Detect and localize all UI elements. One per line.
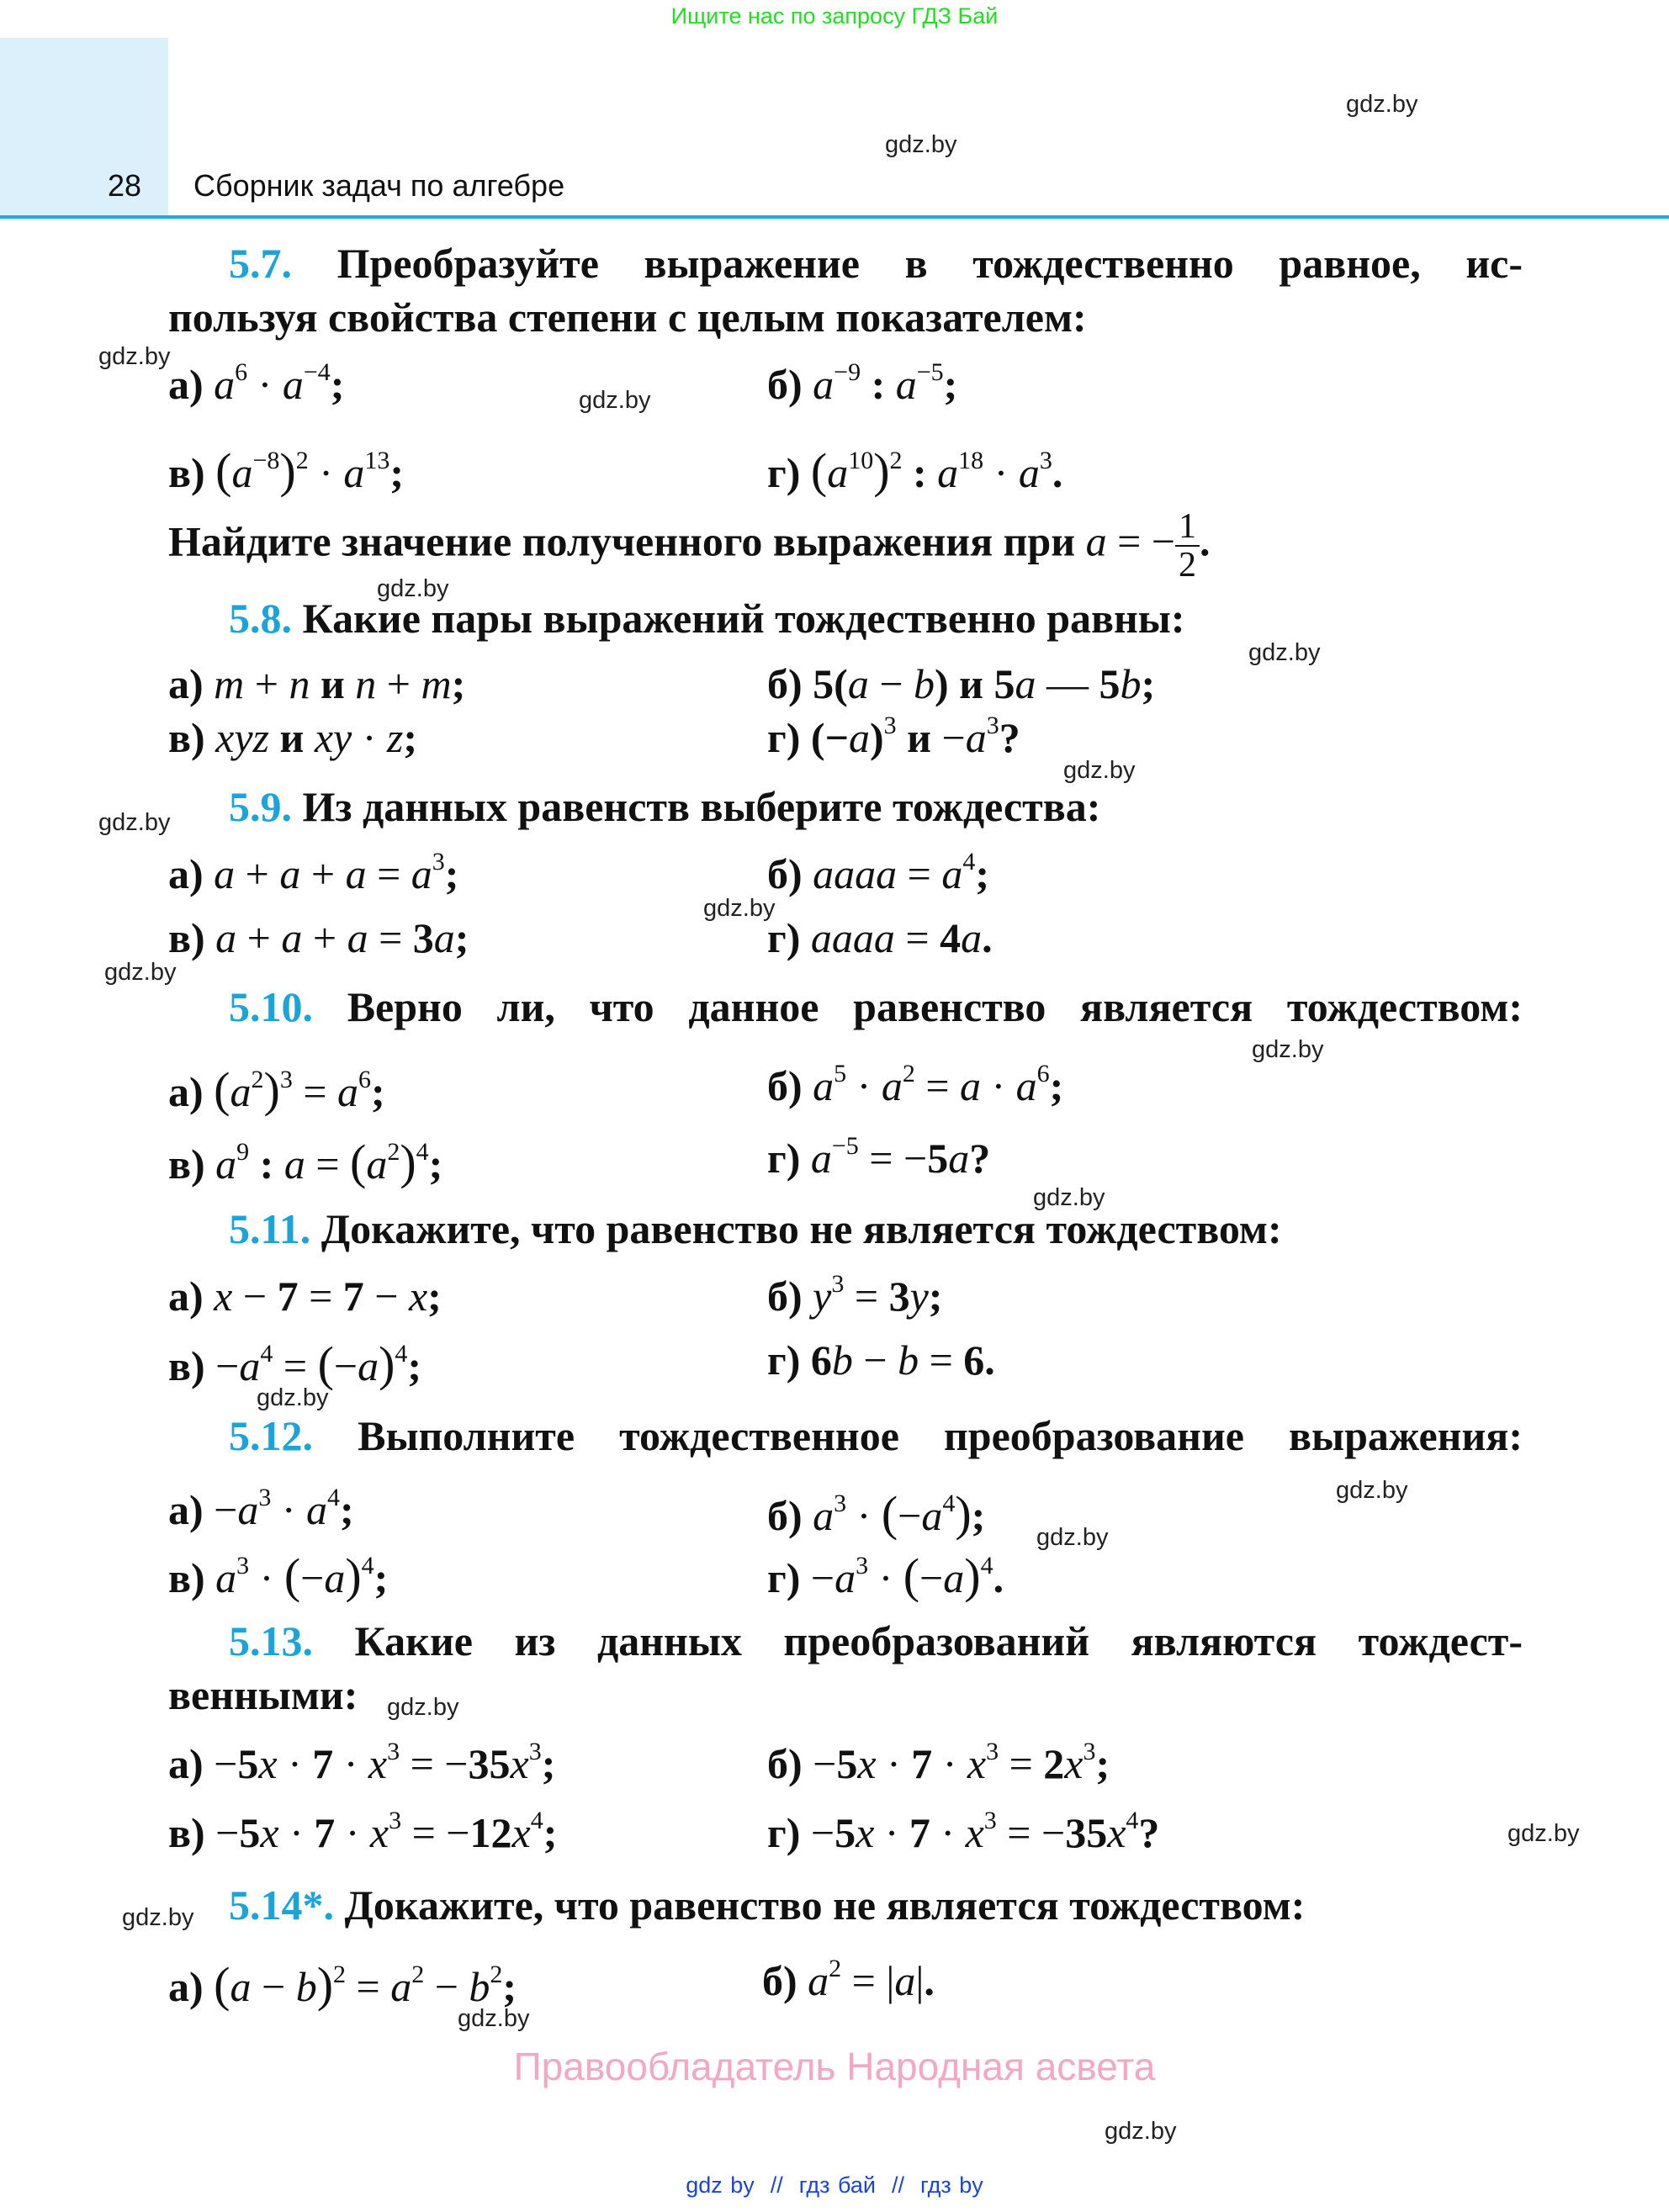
- problem-5-9-item-v: в) a + a + a = 3a;: [168, 914, 469, 961]
- problem-5-10-heading: 5.10. Верно ли, что данное равенство является тождеством:: [229, 983, 1523, 1030]
- problem-5-12-item-v: в) $a^3 \cdot (-a)^4$;: [168, 1548, 389, 1603]
- watermark: gdz.by: [1252, 1036, 1324, 1063]
- problem-5-7-followup: Найдите значение полученного выражения при a = − $\frac{1}{2}$ .: [168, 507, 1211, 585]
- problem-5-10-item-g: г) $a^{-5} = -5a$?: [767, 1132, 991, 1182]
- watermark: gdz.by: [1063, 757, 1136, 784]
- watermark: gdz.by: [1036, 1524, 1109, 1551]
- problem-5-13-item-b: $б) -5x \cdot 7 \cdot x^3 = 2x^3$;: [767, 1738, 1110, 1787]
- watermark: gdz.by: [579, 387, 651, 414]
- watermark: gdz.by: [122, 1904, 194, 1931]
- problem-5-12-item-b: б) $a^3 \cdot (-a^4)$;: [767, 1486, 986, 1541]
- watermark: gdz.by: [387, 1694, 459, 1721]
- problem-5-11-item-g: г) 6b − b = 6.: [767, 1336, 995, 1384]
- problem-text: Преобразуйте выражение в тождественно равное, ис-: [336, 240, 1523, 287]
- problem-5-8-heading: 5.8. Какие пары выражений тождественно равны:: [229, 595, 1185, 642]
- problem-5-7-item-g: г) $(a^{10})^2$ : $a^{18} \cdot a^3$.: [767, 443, 1063, 498]
- problem-5-7-item-v: в) $(a^{-8})^2 \cdot a^{13}$;: [168, 443, 405, 498]
- problem-number: 5.7.: [229, 240, 292, 287]
- watermark: gdz.by: [98, 343, 171, 370]
- footer-links: gdz by // гдз бай // гдз by: [686, 2172, 983, 2198]
- problem-5-13-heading-cont: венными:: [168, 1671, 358, 1718]
- problem-5-14-item-b: б) $a^2 = |a|$.: [762, 1955, 935, 2004]
- watermark: gdz.by: [377, 575, 449, 602]
- problem-5-10-item-v: в) $a^9$ : $a = (a^2)^4$;: [168, 1135, 443, 1189]
- watermark: gdz.by: [458, 2005, 530, 2032]
- problem-5-7-item-b: б) $a^{-9}$ : $a^{-5}$;: [767, 358, 958, 408]
- problem-5-8-item-b: б) 5(a − b) и 5a — 5b;: [767, 660, 1156, 707]
- problem-5-13-item-v: $в) -5x \cdot 7 \cdot x^3 = -12x^4$;: [168, 1807, 558, 1856]
- problem-5-8-item-v: в) xyz и xy · z;: [168, 714, 417, 761]
- watermark: gdz.by: [104, 959, 177, 986]
- problem-5-13-item-a: $а) -5x \cdot 7 \cdot x^3 = -35x^3$;: [168, 1738, 556, 1787]
- problem-5-9-item-b: б) aaaa = $a^4$;: [767, 848, 990, 897]
- problem-5-13-heading: 5.13. Какие из данных преобразований являются тождест-: [229, 1617, 1523, 1664]
- problem-5-8-item-g: г) $(-a)^3$ $и -a^3$?: [767, 712, 1020, 761]
- watermark: gdz.by: [885, 131, 957, 158]
- watermark: gdz.by: [1346, 91, 1418, 118]
- problem-5-7-heading-cont: пользуя свойства степени с целым показателем:: [168, 294, 1087, 341]
- watermark: gdz.by: [1336, 1477, 1408, 1504]
- watermark: gdz.by: [1507, 1820, 1580, 1847]
- page-number: 28: [108, 168, 142, 203]
- problem-5-11-heading: 5.11. Докажите, что равенство не является тождеством:: [229, 1205, 1282, 1252]
- running-title: Сборник задач по алгебре: [193, 168, 565, 203]
- problem-5-7-heading: [168, 239, 1523, 288]
- header-sideband: [0, 38, 168, 217]
- problem-5-11-item-a: а) x − 7 = 7 − x;: [168, 1273, 442, 1320]
- problem-5-12-item-a: $а) -a^3 \cdot a^4$;: [168, 1484, 354, 1533]
- watermark: gdz.by: [703, 895, 776, 922]
- watermark: gdz.by: [1033, 1184, 1105, 1211]
- problem-5-9-heading: 5.9. Из данных равенств выберите тождества:: [229, 783, 1101, 830]
- problem-5-10-item-a: а) $(a^2)^3 = a^6$;: [168, 1062, 385, 1117]
- problem-5-14-heading: 5.14*. Докажите, что равенство не является тождеством:: [229, 1881, 1306, 1929]
- watermark: gdz.by: [98, 809, 171, 836]
- problem-5-9-item-g: г) aaaa = 4a.: [767, 914, 993, 961]
- problem-5-9-item-a: а) $a + a + a = a^3$;: [168, 848, 459, 897]
- search-banner: Ищите нас по запросу ГДЗ Бай: [670, 3, 999, 29]
- watermark: gdz.by: [257, 1384, 329, 1411]
- problem-5-11-item-b: б) $y^3 = 3y$;: [767, 1270, 943, 1320]
- problem-5-14-item-a: а) $(a - b)^2 = a^2 - b^2$;: [168, 1957, 517, 2012]
- problem-5-10-item-b: б) $a^5 \cdot a^2 = a \cdot a^6$;: [767, 1060, 1064, 1109]
- header-rule-shadow: [0, 219, 1669, 220]
- problem-5-12-heading: 5.12. Выполните тождественное преобразование выражения:: [229, 1412, 1523, 1459]
- copyright-notice: Правообладатель Народная асвета: [513, 2045, 1156, 2088]
- watermark: gdz.by: [1248, 639, 1321, 666]
- problem-5-13-item-g: $г) -5x \cdot 7 \cdot x^3 = -35x^4$?: [767, 1807, 1160, 1856]
- problem-5-11-item-v: $в) -a^4 = (-a)^4$;: [168, 1336, 422, 1391]
- problem-5-8-item-a: а) m + n и n + m;: [168, 660, 466, 707]
- watermark: gdz.by: [1105, 2118, 1177, 2145]
- problem-5-7-item-a: а) $a^6 \cdot a^{-4}$;: [168, 358, 345, 408]
- problem-5-12-item-g: $г) -a^3 \cdot (-a)^4$.: [767, 1548, 1004, 1603]
